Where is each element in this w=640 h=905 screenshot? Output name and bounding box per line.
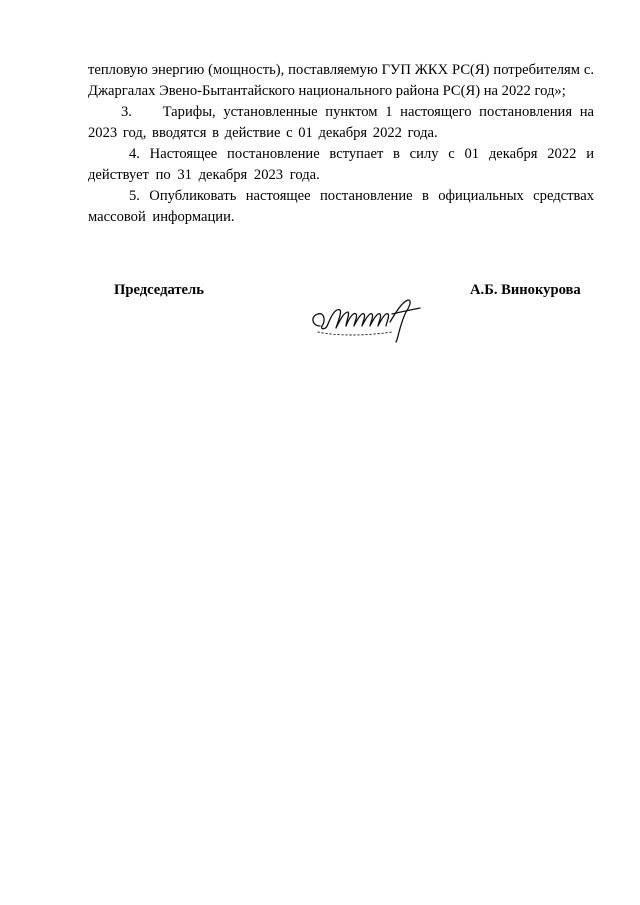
document-body (88, 60, 594, 228)
signatory-title: Председатель (114, 282, 204, 298)
clause-3: 3. Тарифы, установленные пунктом 1 настоящего постановления на 2023 год, вводятся в действие с 01 декабря 2022 года. (88, 104, 594, 141)
continuation-paragraph (88, 60, 594, 102)
handwritten-signature (306, 292, 426, 346)
clause-5: 5. Опубликовать настоящее постановление в официальных средствах массовой информации. (88, 188, 594, 225)
clause-4: 4. Настоящее постановление вступает в силу с 01 декабря 2022 и действует по 31 декабря 2023 года. (88, 146, 594, 183)
signatory-name: А.Б. Винокурова (470, 282, 581, 298)
continuation-line-1: тепловую энергию (мощность), поставляемую ГУП ЖКХ РС(Я) потребителям (88, 62, 580, 78)
signature-block (0, 280, 640, 350)
continuation-line-2: с. Джаргалах Эвено-Бытантайского национального района РС(Я) на 2022 год»; (88, 62, 594, 99)
